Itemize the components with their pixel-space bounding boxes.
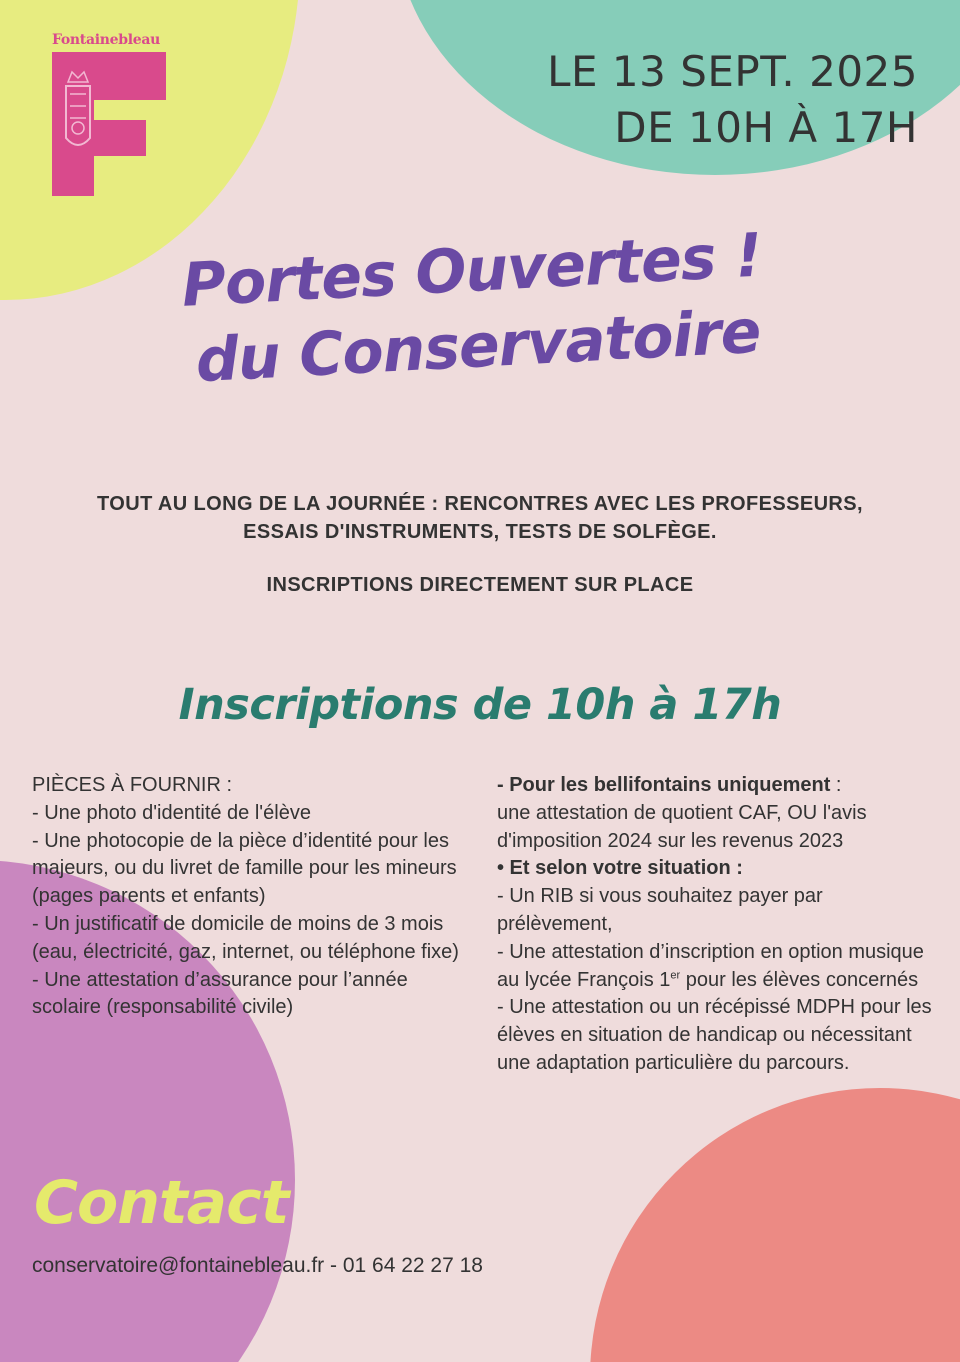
situation-label: • Et selon votre situation : xyxy=(497,857,743,880)
bellifontains-text: une attestation de quotient CAF, OU l'avis d'imposition 2024 sur les revenus 2023 xyxy=(497,801,867,852)
bellifontains-colon: : xyxy=(830,774,842,796)
documents-list-left xyxy=(32,772,472,1022)
onsite-registration-note: INSCRIPTIONS DIRECTEMENT SUR PLACE xyxy=(266,574,694,596)
intro-line-1: TOUT AU LONG DE LA JOURNÉE : RENCONTRES AVEC LES PROFESSEURS, xyxy=(97,493,863,515)
event-title-line-1: Portes Ouvertes ! xyxy=(180,220,764,321)
contact-details[interactable]: conservatoire@fontainebleau.fr - 01 64 22 27 18 xyxy=(32,1254,483,1277)
lycee-superscript: er xyxy=(670,968,681,981)
city-f-logo-icon xyxy=(52,52,168,197)
coral-circle-decoration xyxy=(590,1088,960,1362)
document-item: - Une photocopie de la pièce d’identité pour les majeurs, ou du livret de famille pour les mineurs (pages parents et enfants) xyxy=(32,829,457,908)
lycee-text-before: - Une attestation d’inscription en option musique au lycée François 1 xyxy=(497,940,924,991)
document-item-mdph: - Une attestation ou un récépissé MDPH pour les élèves en situation de handicap ou nécessitant une adaptation particulière du parcours. xyxy=(497,996,932,1074)
bellifontains-item xyxy=(497,772,937,800)
event-title-line-2: du Conservatoire xyxy=(194,296,762,397)
document-item-lycee xyxy=(497,939,937,995)
documents-list-right xyxy=(497,772,937,1078)
document-item: - Une attestation d’assurance pour l’année scolaire (responsabilité civile) xyxy=(32,968,408,1019)
document-item-rib: - Un RIB si vous souhaitez payer par prélèvement, xyxy=(497,885,823,935)
document-item: - Un justificatif de domicile de moins de 3 mois (eau, électricité, gaz, internet, ou téléphone fixe) xyxy=(32,912,459,963)
event-title xyxy=(180,218,767,400)
contact-title: Contact xyxy=(34,1168,289,1238)
event-date-line: LE 13 SEPT. 2025 xyxy=(547,47,918,96)
event-date xyxy=(547,44,918,156)
situation-heading xyxy=(497,855,937,883)
registration-title: Inscriptions de 10h à 17h xyxy=(178,680,782,730)
event-time-line: DE 10H À 17H xyxy=(614,103,918,152)
documents-heading: PIÈCES À FOURNIR : xyxy=(32,774,233,796)
fontainebleau-logo xyxy=(52,32,168,197)
logo-wordmark: Fontainebleau xyxy=(52,32,160,48)
intro-line-2: ESSAIS D'INSTRUMENTS, TESTS DE SOLFÈGE. xyxy=(243,521,717,543)
lycee-text-after: pour les élèves concernés xyxy=(680,968,919,991)
bellifontains-label: - Pour les bellifontains uniquement xyxy=(497,774,831,796)
document-item: - Une photo d'identité de l'élève xyxy=(32,801,311,824)
intro-text xyxy=(0,490,960,546)
